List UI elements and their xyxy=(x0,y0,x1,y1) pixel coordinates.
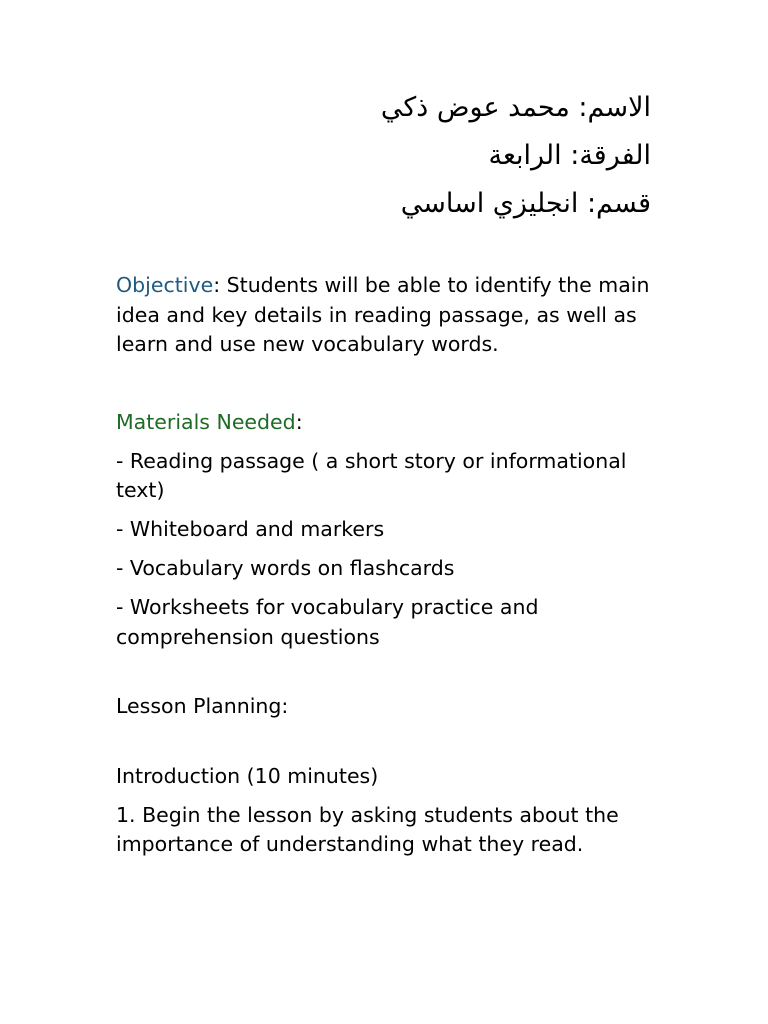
lesson-planning-heading: Lesson Planning: xyxy=(116,694,289,718)
materials-label: Materials Needed xyxy=(116,409,296,434)
introduction-heading: Introduction (10 minutes) xyxy=(116,763,379,788)
department-line: قسم: انجليزي اساسي xyxy=(400,188,651,219)
materials-item: - Vocabulary words on flashcards xyxy=(116,556,455,580)
materials-item: - Reading passage ( a short story or informational text) xyxy=(116,448,627,502)
objective-paragraph xyxy=(116,271,656,360)
materials-heading xyxy=(116,408,656,438)
student-info-header xyxy=(171,84,651,228)
materials-item: - Worksheets for vocabulary practice and comprehension questions xyxy=(116,595,539,649)
objective-label: Objective xyxy=(116,273,214,297)
lesson-plan-body xyxy=(116,271,656,860)
materials-item: - Whiteboard and markers xyxy=(116,517,385,541)
academic-year-line: الفرقة: الرابعة xyxy=(488,140,651,171)
objective-text: : Students will be able to identify the main idea and key details in reading passage, as well as learn and use new vocabulary words. xyxy=(116,273,650,356)
introduction-step: 1. Begin the lesson by asking students about the importance of understanding what they read. xyxy=(116,802,619,856)
materials-colon: : xyxy=(295,409,303,434)
student-name-line: الاسم: محمد عوض ذكي xyxy=(380,92,651,123)
